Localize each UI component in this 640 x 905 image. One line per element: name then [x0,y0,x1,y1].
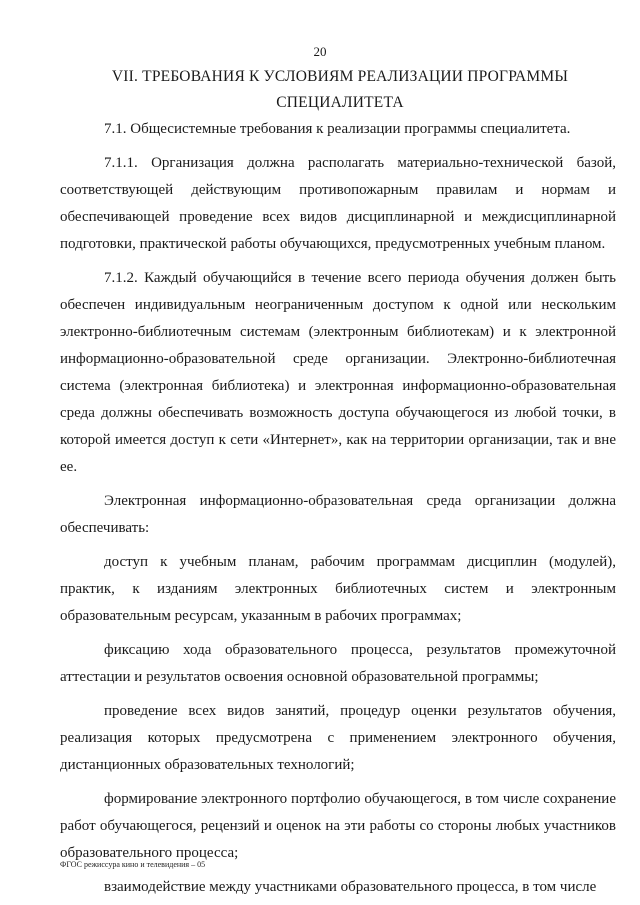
paragraph-7-1-2: 7.1.2. Каждый обучающийся в течение всего периода обучения должен быть обеспечен индивидуальным неограниченным доступом к одной или нескольким электронно-библиотечным системам (электронным библиотекам) и к электронной информационно-образовательной среде организации. Электронно-библиотечная система (электронная библиотека) и электронная информационно-образовательная среда должны обеспечивать возможность доступа обучающегося из любой точки, в которой имеется доступ к сети «Интернет», как на территории организации, так и вне ее. [60,270,616,475]
list-item-access: доступ к учебным планам, рабочим программам дисциплин (модулей), практик, к изданиям электронных библиотечных систем и электронным образовательным ресурсам, указанным в рабочих программах; [60,554,616,624]
footer-note: ФГОС режиссура кино и телевидения – 05 [60,860,206,869]
paragraph-environment: Электронная информационно-образовательная среда организации должна обеспечивать: [60,493,616,536]
section-heading [60,64,620,116]
list-item-interaction: взаимодействие между участниками образовательного процесса, в том числе [104,879,597,895]
section-heading-line-2: СПЕЦИАЛИТЕТА [276,94,404,111]
paragraph-7-1-1: 7.1.1. Организация должна располагать материально-технической базой, соответствующей действующим противопожарным правилам и нормам и обеспечивающей проведение всех видов дисциплинарной и междисциплинарной подготовки, практической работы обучающихся, предусмотренных учебным планом. [60,155,616,252]
section-heading-line-1: VII. ТРЕБОВАНИЯ К УСЛОВИЯМ РЕАЛИЗАЦИИ ПРОГРАММЫ [111,68,569,85]
page-number: 20 [313,44,327,59]
list-item-fixation: фиксацию хода образовательного процесса, результатов промежуточной аттестации и результатов освоения основной образовательной программы; [60,642,616,685]
paragraph-7-1: 7.1. Общесистемные требования к реализации программы специалитета. [104,121,571,137]
document-body [60,116,616,901]
list-item-portfolio: формирование электронного портфолио обучающегося, в том числе сохранение работ обучающегося, рецензий и оценок на эти работы со стороны любых участников образовательного процесса; [60,791,616,861]
list-item-conduct: проведение всех видов занятий, процедур оценки результатов обучения, реализация которых предусмотрена с применением электронного обучения, дистанционных образовательных технологий; [60,703,616,773]
